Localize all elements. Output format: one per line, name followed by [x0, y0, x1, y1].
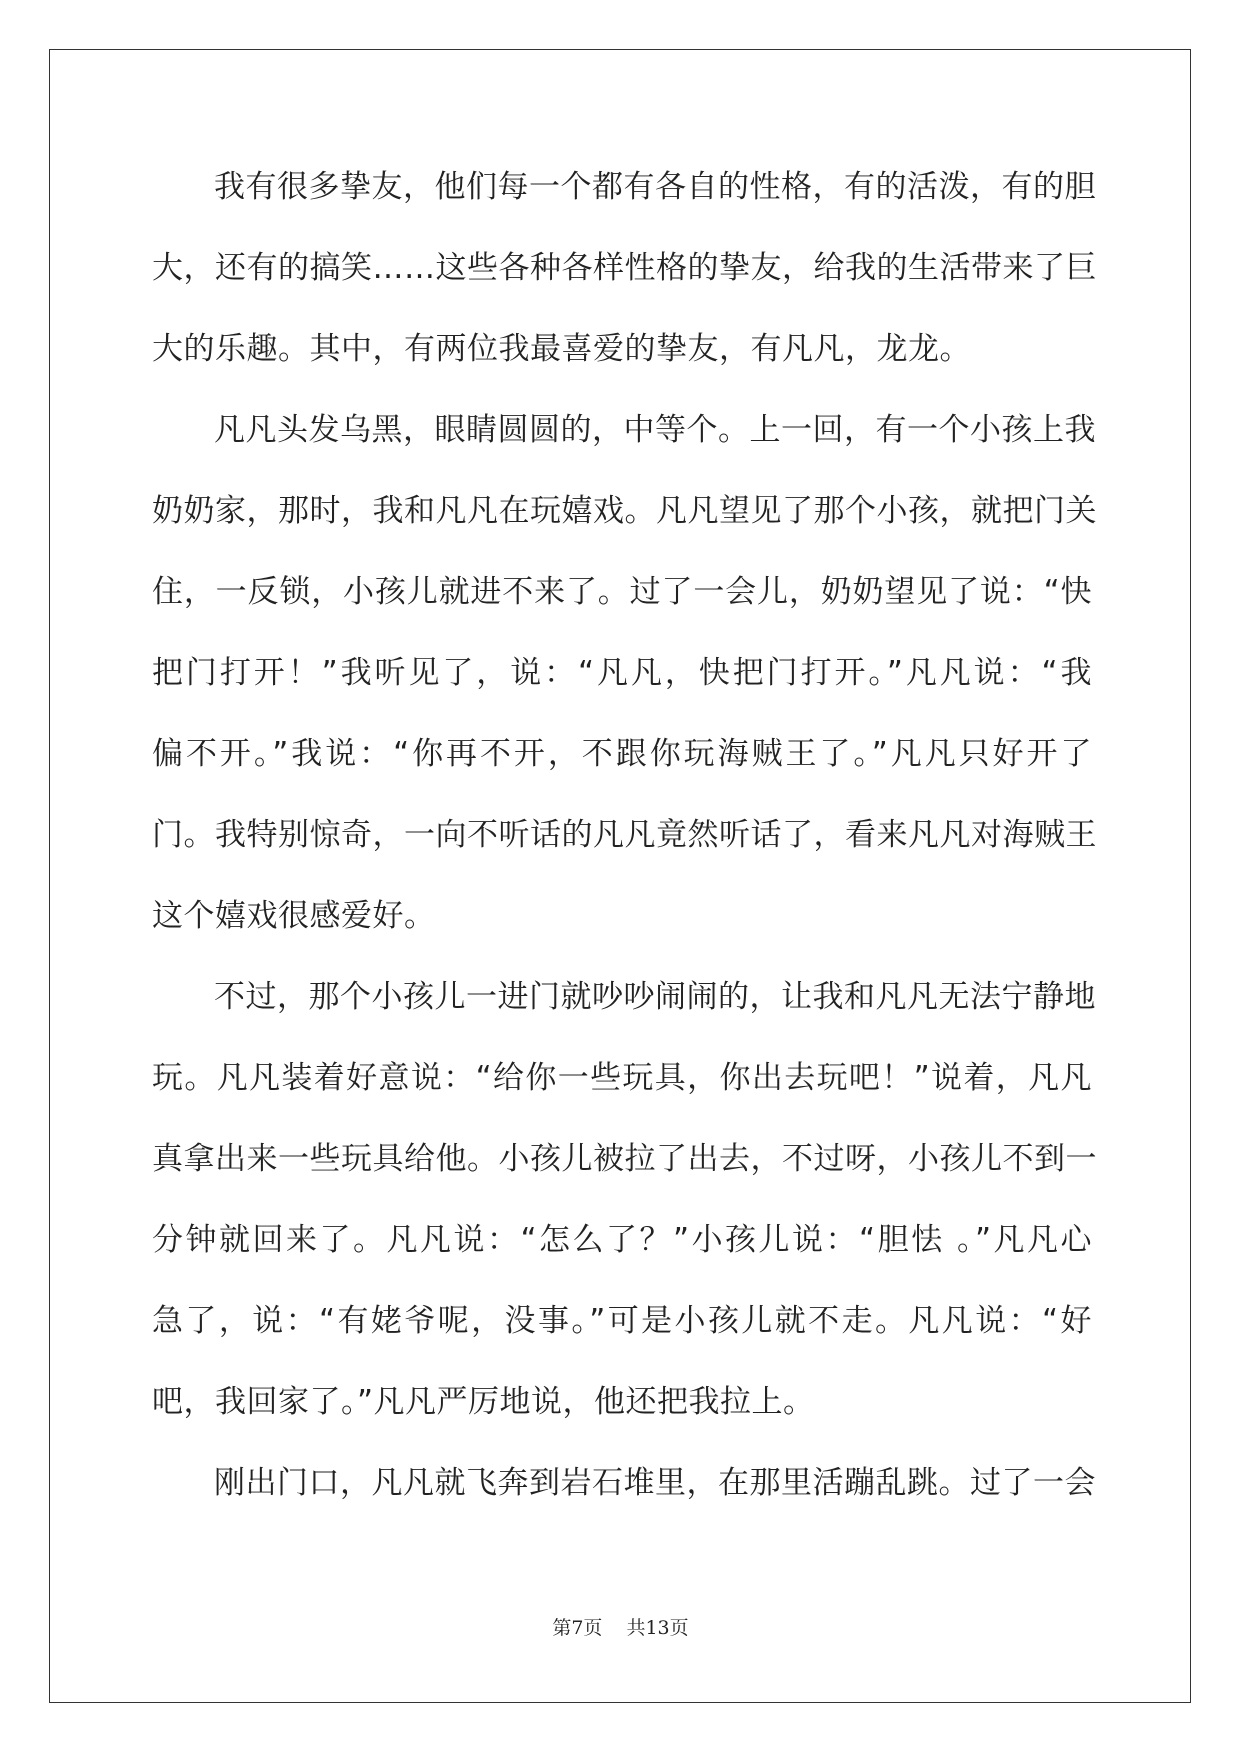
text-line: 玩。凡凡装着好意说：“给你一些玩具，你出去玩吧！”说着，凡凡	[152, 1060, 1092, 1096]
page-total: 共13页	[626, 1617, 689, 1639]
text-line: 门。我特别惊奇，一向不听话的凡凡竟然听话了，看来凡凡对海贼王	[152, 817, 1097, 853]
text-line: 刚出门口，凡凡就飞奔到岩石堆里，在那里活蹦乱跳。过了一会	[214, 1465, 1096, 1501]
text-line: 凡凡头发乌黑，眼睛圆圆的，中等个。上一回，有一个小孩上我	[214, 412, 1096, 448]
text-line: 偏不开。”我说：“你再不开，不跟你玩海贼王了。”凡凡只好开了	[152, 736, 1092, 772]
page-footer	[0, 1613, 1241, 1640]
text-line: 真拿出来一些玩具给他。小孩儿被拉了出去，不过呀，小孩儿不到一	[152, 1141, 1097, 1177]
text-line: 我有很多挚友，他们每一个都有各自的性格，有的活泼，有的胆	[214, 169, 1096, 205]
text-line: 吧，我回家了。”凡凡严厉地说，他还把我拉上。	[152, 1384, 815, 1420]
document-body	[152, 160, 1097, 1537]
text-line: 不过，那个小孩儿一进门就吵吵闹闹的，让我和凡凡无法宁静地	[214, 979, 1096, 1015]
text-line: 把门打开！”我听见了，说：“凡凡，快把门打开。”凡凡说：“我	[152, 655, 1092, 691]
text-line: 分钟就回来了。凡凡说：“怎么了？”小孩儿说：“胆怯 。”凡凡心	[152, 1222, 1092, 1258]
text-line: 这个嬉戏很感爱好。	[152, 898, 436, 934]
text-line: 急了，说：“有姥爷呢，没事。”可是小孩儿就不走。凡凡说：“好	[152, 1303, 1092, 1339]
page-number: 第7页	[552, 1617, 603, 1639]
text-line: 奶奶家，那时，我和凡凡在玩嬉戏。凡凡望见了那个小孩，就把门关	[152, 493, 1097, 529]
text-line: 大，还有的搞笑……这些各种各样性格的挚友，给我的生活带来了巨	[152, 250, 1097, 286]
text-line: 住，一反锁，小孩儿就进不来了。过了一会儿，奶奶望见了说：“快	[152, 574, 1092, 610]
text-line: 大的乐趣。其中，有两位我最喜爱的挚友，有凡凡，龙龙。	[152, 331, 971, 367]
